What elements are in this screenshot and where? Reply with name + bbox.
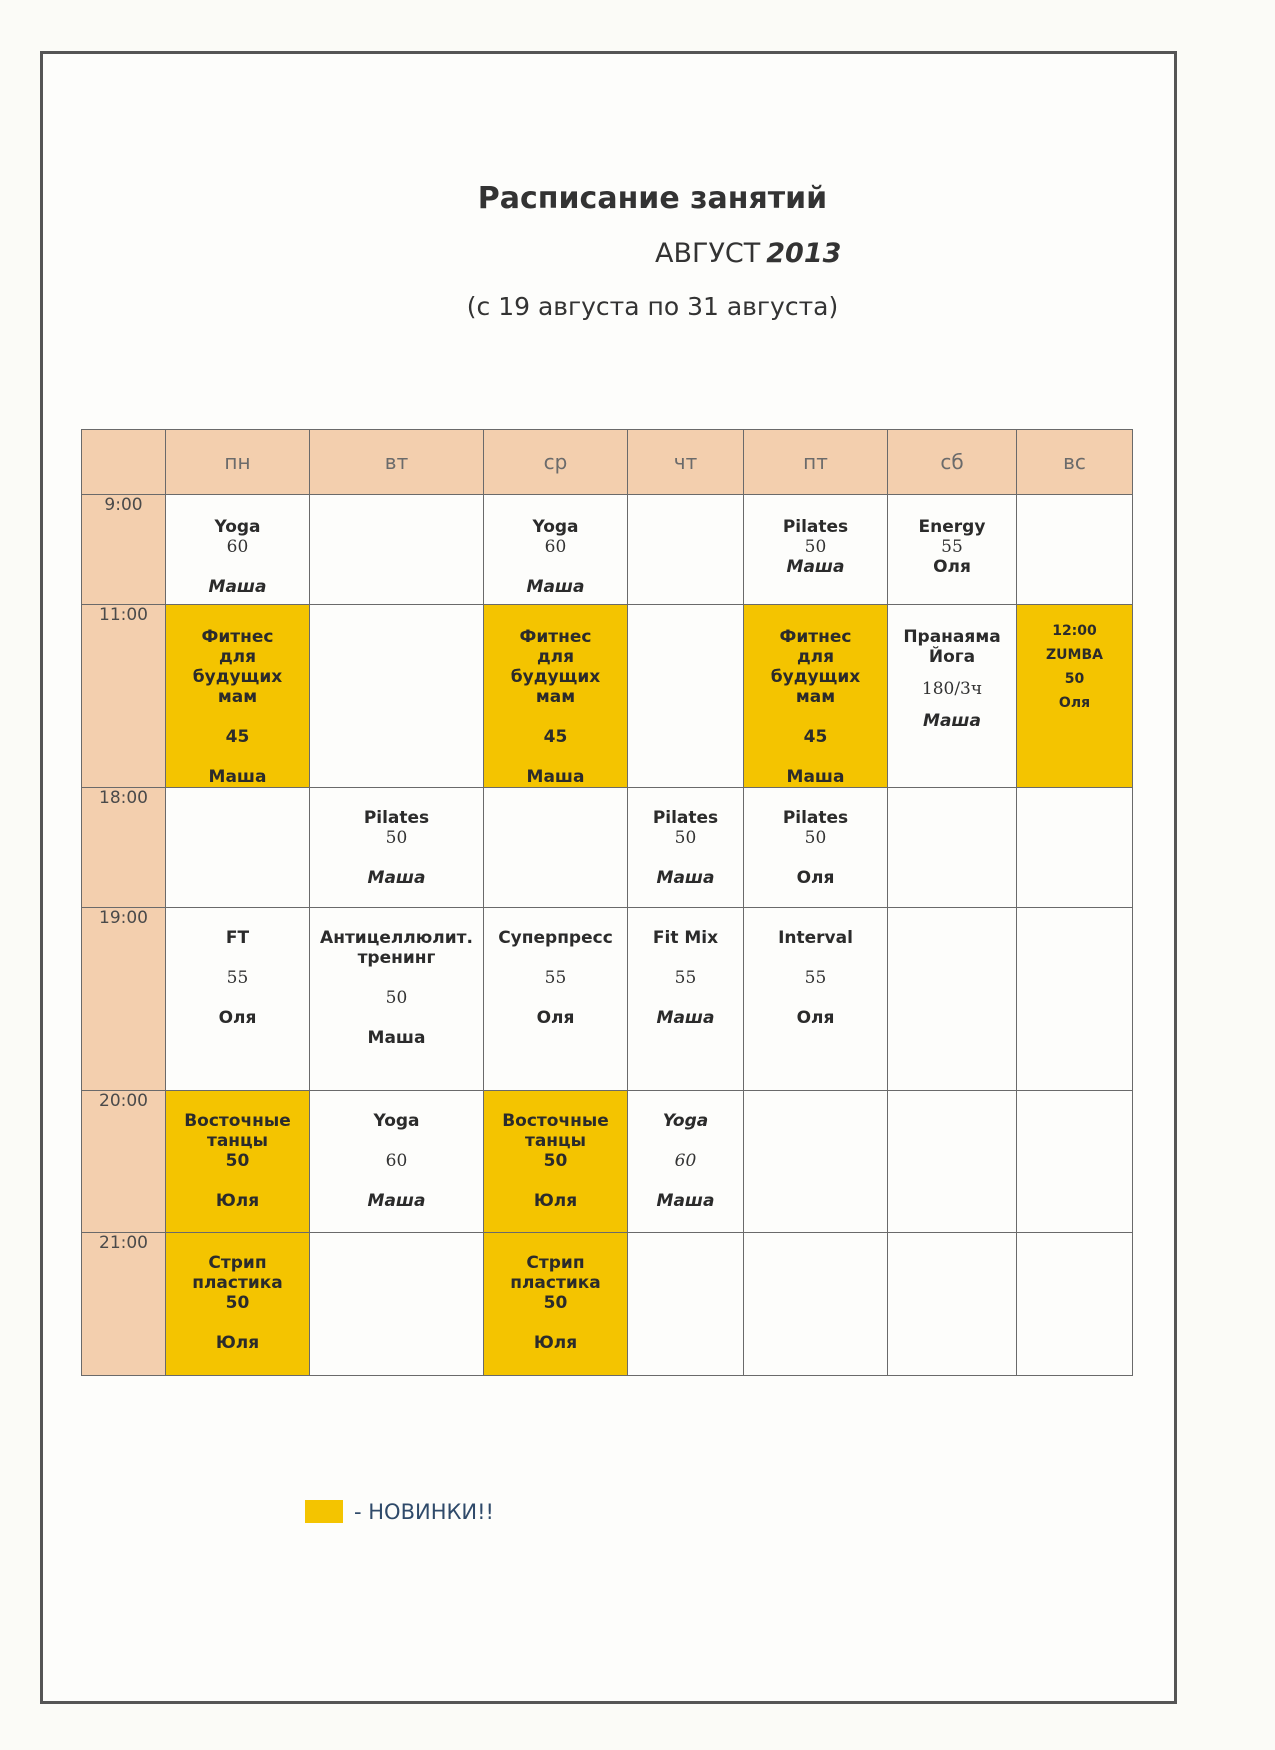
empty-cell [628, 495, 744, 605]
class-cell-new [1017, 605, 1133, 788]
class-trainer: Маша [656, 1008, 715, 1028]
class-trainer: Оля [536, 1008, 575, 1028]
row-1900 [82, 908, 1133, 1091]
empty-cell [310, 495, 484, 605]
class-duration: 50 [543, 1151, 568, 1171]
empty-cell [888, 908, 1017, 1091]
row-1800 [82, 788, 1133, 908]
empty-cell [888, 788, 1017, 908]
class-name: Стрип пластика [510, 1253, 601, 1293]
day-header: вт [310, 430, 484, 495]
empty-cell [888, 1091, 1017, 1233]
class-cell-new [166, 605, 310, 788]
period-label: (с 19 августа по 31 августа) [466, 292, 839, 321]
year-label: 2013 [766, 238, 842, 269]
empty-cell [310, 1233, 484, 1376]
empty-cell [310, 605, 484, 788]
time-cell: 21:00 [82, 1233, 166, 1376]
class-name: Pilates [652, 808, 719, 828]
time-cell: 9:00 [82, 495, 166, 605]
corner-cell [82, 430, 166, 495]
schedule-table [81, 429, 1133, 1376]
class-cell [310, 1091, 484, 1233]
empty-cell [888, 1233, 1017, 1376]
class-name: Interval [778, 928, 853, 948]
class-trainer: Маша [367, 1191, 426, 1211]
class-trainer: Маша [526, 767, 585, 787]
class-cell-new [484, 1233, 628, 1376]
class-name: Фитнес для будущих мам [192, 627, 283, 707]
legend-swatch [305, 1500, 343, 1523]
day-header: сб [888, 430, 1017, 495]
class-trainer: Юля [215, 1191, 260, 1211]
class-cell [888, 495, 1017, 605]
day-header: пт [744, 430, 888, 495]
class-duration: 50 [804, 537, 827, 557]
class-trainer: Оля [933, 557, 971, 577]
class-duration: 60 [674, 1151, 697, 1171]
time-cell: 11:00 [82, 605, 166, 788]
class-duration: 55 [804, 968, 827, 988]
class-name: Pilates [363, 808, 430, 828]
class-name: Yoga [214, 517, 261, 537]
class-trainer: Юля [533, 1191, 578, 1211]
time-cell: 20:00 [82, 1091, 166, 1233]
class-trainer: Маша [208, 577, 267, 597]
class-duration: 55 [674, 968, 697, 988]
class-trainer: Маша [656, 868, 715, 888]
class-cell [628, 788, 744, 908]
row-1100 [82, 605, 1133, 788]
class-trainer: Оля [218, 1008, 257, 1028]
empty-cell [1017, 788, 1133, 908]
class-duration: 55 [941, 537, 963, 557]
empty-cell [744, 1233, 888, 1376]
class-duration: 50 [225, 1151, 250, 1171]
class-name: FT [225, 928, 250, 948]
class-name: ZUMBA [1046, 647, 1103, 663]
class-cell [744, 788, 888, 908]
class-name: Восточные танцы [184, 1111, 291, 1151]
class-trainer: Маша [367, 868, 426, 888]
class-duration: 180/3ч [921, 679, 983, 699]
class-trainer: Юля [215, 1333, 260, 1353]
page-title: Расписание занятий [477, 181, 828, 216]
class-duration: 60 [544, 537, 567, 557]
day-header: чт [628, 430, 744, 495]
class-time: 12:00 [1052, 623, 1097, 639]
row-2000 [82, 1091, 1133, 1233]
empty-cell [1017, 908, 1133, 1091]
class-name: Пранаяма Йога [903, 627, 1001, 667]
class-trainer: Юля [533, 1333, 578, 1353]
row-2100 [82, 1233, 1133, 1376]
empty-cell [166, 788, 310, 908]
empty-cell [1017, 495, 1133, 605]
class-name: Фитнес для будущих мам [770, 627, 861, 707]
class-duration: 50 [674, 828, 697, 848]
class-duration: 50 [804, 828, 827, 848]
class-duration: 60 [226, 537, 249, 557]
class-trainer: Маша [367, 1028, 426, 1048]
class-trainer: Маша [786, 767, 845, 787]
month-label [655, 238, 841, 269]
class-name: Восточные танцы [502, 1111, 609, 1151]
class-trainer: Маша [208, 767, 267, 787]
day-header: вс [1017, 430, 1133, 495]
class-trainer: Маша [656, 1191, 715, 1211]
class-name: Yoga [373, 1111, 420, 1131]
class-name: Yoga [662, 1111, 709, 1131]
class-cell-new [166, 1091, 310, 1233]
class-duration: 55 [226, 968, 249, 988]
empty-cell [1017, 1233, 1133, 1376]
class-cell [628, 908, 744, 1091]
class-duration: 50 [225, 1293, 250, 1313]
class-cell-new [744, 605, 888, 788]
class-name: Суперпресс [498, 928, 613, 948]
row-0900 [82, 495, 1133, 605]
class-name: Pilates [782, 808, 849, 828]
class-name: Pilates [782, 517, 849, 537]
class-name: Fit Mix [652, 928, 719, 948]
class-duration: 45 [803, 727, 828, 747]
class-cell [166, 495, 310, 605]
class-trainer: Оля [796, 868, 835, 888]
class-duration: 50 [543, 1293, 568, 1313]
class-duration: 45 [225, 727, 250, 747]
class-name: Yoga [532, 517, 579, 537]
class-name: Антицеллюлит. тренинг [320, 928, 473, 968]
time-cell: 18:00 [82, 788, 166, 908]
class-trainer: Маша [923, 711, 981, 731]
class-cell-new [484, 1091, 628, 1233]
month-name: АВГУСТ [655, 238, 761, 269]
legend-text: - НОВИНКИ!! [354, 1500, 494, 1524]
day-header: пн [166, 430, 310, 495]
empty-cell [628, 605, 744, 788]
header-row [82, 430, 1133, 495]
empty-cell [484, 788, 628, 908]
class-trainer: Маша [786, 557, 845, 577]
empty-cell [1017, 1091, 1133, 1233]
class-trainer: Оля [796, 1008, 835, 1028]
class-cell-new [484, 605, 628, 788]
empty-cell [744, 1091, 888, 1233]
class-duration: 60 [385, 1151, 408, 1171]
day-header: ср [484, 430, 628, 495]
class-duration: 45 [543, 727, 568, 747]
class-trainer: Оля [1058, 695, 1091, 711]
class-name: Стрип пластика [192, 1253, 283, 1293]
class-duration: 55 [544, 968, 567, 988]
class-cell [484, 908, 628, 1091]
class-duration: 50 [1064, 671, 1085, 687]
class-cell [484, 495, 628, 605]
class-cell [310, 908, 484, 1091]
time-cell: 19:00 [82, 908, 166, 1091]
class-cell [166, 908, 310, 1091]
class-cell [310, 788, 484, 908]
class-cell [888, 605, 1017, 788]
class-cell [744, 495, 888, 605]
class-cell-new [166, 1233, 310, 1376]
class-cell [744, 908, 888, 1091]
empty-cell [628, 1233, 744, 1376]
class-name: Фитнес для будущих мам [510, 627, 601, 707]
class-duration: 50 [385, 828, 408, 848]
class-duration: 50 [385, 988, 408, 1008]
class-trainer: Маша [526, 577, 585, 597]
class-cell [628, 1091, 744, 1233]
class-name: Energy [918, 517, 986, 537]
